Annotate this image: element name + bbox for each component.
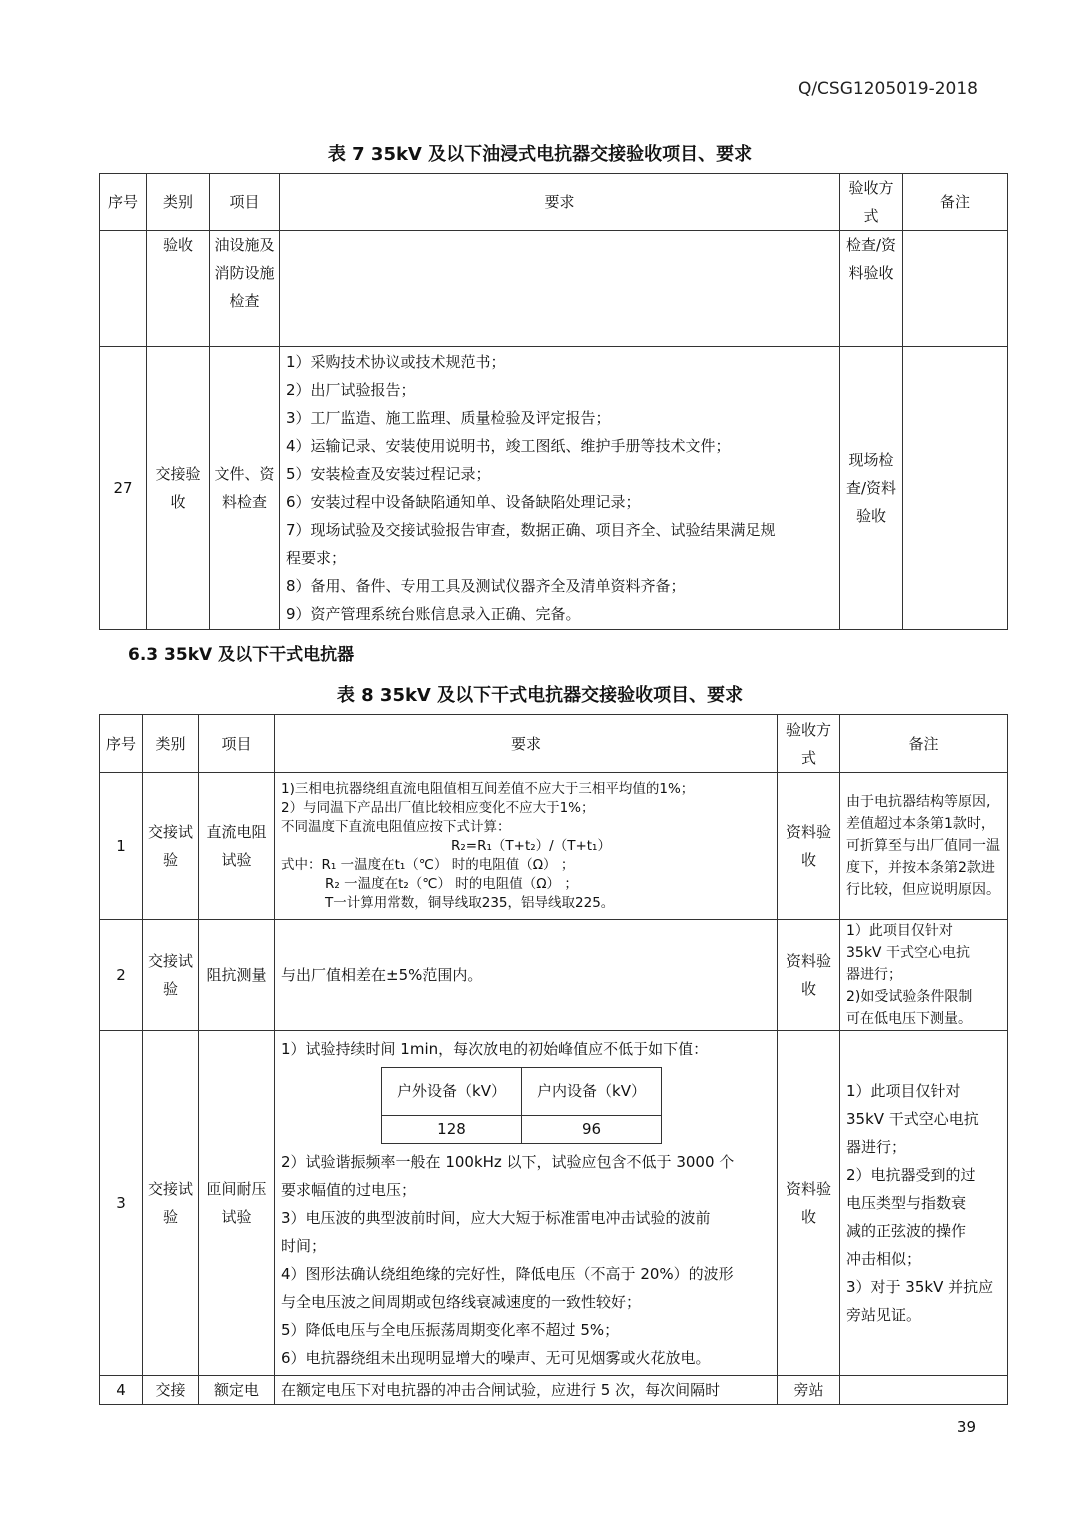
remark-line: 器进行； [846,1138,907,1156]
row-requirements [275,1376,778,1405]
row-item: 匝间耐压试验 [199,1031,275,1376]
row-requirements [275,1031,778,1376]
threshold-value-outdoor: 128 [382,1115,522,1143]
table-row [100,773,1008,920]
remark-line: 冲击相似； [846,1250,922,1268]
row-category: 交接试验 [143,773,199,920]
remark-line: 可在低电压下测量。 [846,1011,972,1027]
req-line: 6）电抗器绕组未出现明显增大的噪声、无可见烟雾或火花放电。 [281,1348,711,1367]
req-line: 3）工厂监造、施工监理、质量检验及评定报告； [286,409,611,427]
remark-line: 2)如受试验条件限制 [846,989,973,1005]
remark-line: 1）此项目仅针对 [846,923,953,939]
remark-line: 器进行； [846,967,902,983]
remark-line: 电压类型与指数衰 [846,1194,967,1212]
req-line: 不同温度下直流电阻值应按下式计算： [281,818,511,835]
header-remark: 备注 [840,715,1008,773]
remark-line: 减的正弦波的操作 [846,1222,967,1240]
header-remark: 备注 [903,174,1008,231]
remark-line: 2）电抗器受到的过 [846,1166,976,1184]
row-item: 阻抗测量 [199,920,275,1031]
page-number: 39 [956,1418,976,1436]
row-method: 现场检查/资料验收 [840,347,903,630]
table-row [100,920,1008,1031]
req-line: 4）图形法确认绕组绝缘的完好性，降低电压（不高于 20%）的波形 [281,1264,734,1283]
req-line: 7）现场试验及交接试验报告审查，数据正确、项目齐全、试验结果满足规 [286,521,776,539]
formula-where: 式中：R₁ 一温度在t₁（℃） 时的电阻值（Ω） ； [281,856,575,873]
row-method: 资料验收 [778,1031,840,1376]
header-no: 序号 [100,174,147,231]
req-line: 5）降低电压与全电压振荡周期变化率不超过 5%； [281,1320,620,1339]
req-line: 2）出厂试验报告； [286,381,416,399]
req-line: 时间； [281,1236,327,1255]
remark-line: 3）对于 35kV 并抗应 [846,1278,994,1296]
row-remark: 由于电抗器结构等原因,差值超过本条第1款时，可折算至与出厂值同一温度下，并按本条第2款进行比较，但应说明原因。 [840,773,1008,920]
table-row [100,231,1008,347]
document-code: Q/CSG1205019-2018 [797,79,978,99]
threshold-header-outdoor: 户外设备（kV） [382,1067,522,1115]
row-requirements [275,773,778,920]
table8 [99,714,1008,1405]
req-line: 2）与同温下产品出厂值比较相应变化不应大于1%； [281,799,595,816]
table-row [100,1031,1008,1376]
req-line: 9）资产管理系统台账信息录入正确、完备。 [286,605,581,623]
table8-header-row [100,715,1008,773]
req-line: 1）采购技术协议或技术规范书； [286,353,506,371]
req-line: 程要求； [286,549,347,567]
row-requirements: 与出厂值相差在±5%范围内。 [275,920,778,1031]
req-line: 5）安装检查及安装过程记录； [286,465,491,483]
row-method: 资料验收 [778,920,840,1031]
header-method: 验收方式 [778,715,840,773]
header-requirement: 要求 [275,715,778,773]
remark-line: 旁站见证。 [846,1306,922,1324]
req-line: 1)三相电抗器绕组直流电阻值相互间差值不应大于三相平均值的1%； [281,780,695,797]
row-method: 资料验收 [778,773,840,920]
formula-r2: R₂ 一温度在t₂（℃） 时的电阻值（Ω） ； [325,875,578,892]
req-line: 3）电压波的典型波前时间，应大大短于标准雷电冲击试验的波前 [281,1208,711,1227]
req-line: 6）安装过程中设备缺陷通知单、设备缺陷处理记录； [286,493,641,511]
req-line: 1）试验持续时间 1min，每次放电的初始峰值应不低于如下值： [281,1039,709,1058]
row-item: 额定电 [199,1376,275,1405]
header-no: 序号 [100,715,143,773]
row-category: 验收 [147,231,210,347]
table8-caption: 表 8 35kV 及以下干式电抗器交接验收项目、要求 [336,685,744,706]
header-category: 类别 [147,174,210,231]
table-row [100,1376,1008,1405]
row-category: 交接 [143,1376,199,1405]
row-remark [840,1031,1008,1376]
row-category: 交接试验 [143,920,199,1031]
threshold-table [381,1067,662,1144]
header-item: 项目 [210,174,280,231]
remark-line: 35kV 干式空心电抗 [846,1110,979,1128]
formula-t: T一计算用常数，铜导线取235，铝导线取225。 [325,894,615,911]
row-item: 直流电阻试验 [199,773,275,920]
remark-line: 35kV 干式空心电抗 [846,945,970,961]
table7-caption: 表 7 35kV 及以下油浸式电抗器交接验收项目、要求 [327,144,753,165]
table-row [100,347,1008,630]
row-no: 4 [100,1376,143,1405]
row-no: 27 [100,347,147,630]
table7 [99,173,1008,630]
req-line: 2）试验谐振频率一般在 100kHz 以下，试验应包含不低于 3000 个 [281,1152,735,1171]
row-method: 检查/资料验收 [840,231,903,347]
row-item: 油设施及消防设施检查 [210,231,280,347]
row-no: 3 [100,1031,143,1376]
row-requirements [280,347,840,630]
threshold-value-indoor: 96 [522,1115,662,1143]
section-title: 6.3 35kV 及以下干式电抗器 [128,645,355,665]
row-no: 2 [100,920,143,1031]
header-item: 项目 [199,715,275,773]
row-category: 交接试验 [143,1031,199,1376]
header-category: 类别 [143,715,199,773]
table7-header-row [100,174,1008,231]
row-no: 1 [100,773,143,920]
row-item: 文件、资料检查 [210,347,280,630]
threshold-header-indoor: 户内设备（kV） [522,1067,662,1115]
formula: R₂=R₁（T+t₂）/（T+t₁） [451,837,611,854]
req-line: 在额定电压下对电抗器的冲击合闸试验，应进行 5 次，每次间隔时 [281,1381,721,1399]
req-line: 要求幅值的过电压； [281,1180,417,1199]
req-line: 与全电压波之间周期或包络线衰减速度的一致性较好； [281,1292,642,1311]
header-method: 验收方式 [840,174,903,231]
req-line: 4）运输记录、安装使用说明书，竣工图纸、维护手册等技术文件； [286,437,731,455]
row-category: 交接验收 [147,347,210,630]
req-line: 8）备用、备件、专用工具及测试仪器齐全及清单资料齐备； [286,577,686,595]
row-method: 旁站 [778,1376,840,1405]
remark-line: 1）此项目仅针对 [846,1082,961,1100]
row-remark [840,920,1008,1031]
header-requirement: 要求 [280,174,840,231]
